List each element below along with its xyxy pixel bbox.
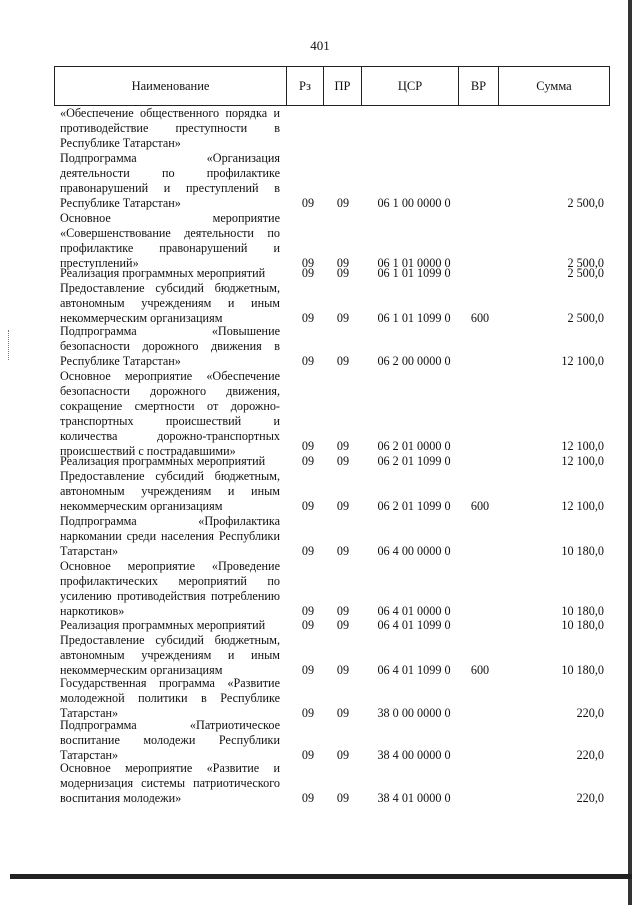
row-name: Основное мероприятие «Развитие и модернизация системы патриотического воспитания молодежи»	[60, 761, 280, 805]
scan-margin-marks	[8, 330, 10, 360]
row-name: Подпрограмма «Организация деятельности по профилактике правонарушений и преступлений в Республике Татарстан»	[60, 151, 280, 210]
row-vr: 600	[470, 311, 490, 325]
row-name: Реализация программных мероприятий	[60, 266, 266, 280]
row-sum: 12 100,0	[561, 499, 604, 513]
row-name: Основное мероприятие «Совершенствование деятельности по профилактике правонарушений и преступлений»	[60, 211, 280, 270]
row-csr: 38 0 00 0000 0	[377, 706, 451, 720]
row-csr: 06 2 01 1099 0	[377, 499, 451, 513]
row-rz: 09	[301, 706, 315, 720]
row-pr: 09	[336, 266, 350, 280]
row-csr: 06 4 00 0000 0	[377, 544, 451, 558]
row-csr: 06 2 01 1099 0	[377, 454, 451, 468]
row-name: Государственная программа «Развитие молодежной политики в Республике Татарстан»	[60, 676, 280, 720]
row-rz: 09	[301, 454, 315, 468]
row-csr: 06 4 01 0000 0	[377, 604, 451, 618]
header-name: Наименование	[55, 67, 287, 105]
row-sum: 2 500,0	[567, 266, 604, 280]
row-vr: 600	[470, 663, 490, 677]
row-name: «Обеспечение общественного порядка и противодействие преступности в Республике Татарстан»	[60, 106, 280, 150]
header-csr: ЦСР	[362, 67, 459, 105]
row-rz: 09	[301, 604, 315, 618]
row-pr: 09	[336, 748, 350, 762]
row-sum: 12 100,0	[561, 454, 604, 468]
header-vr: ВР	[459, 67, 499, 105]
row-name: Подпрограмма «Патриотическое воспитание молодежи Республики Татарстан»	[60, 718, 280, 762]
row-name: Подпрограмма «Профилактика наркомании среди населения Республики Татарстан»	[60, 514, 280, 558]
row-sum: 220,0	[576, 791, 604, 805]
row-name: Основное мероприятие «Обеспечение безопасности дорожного движения, сокращение смертности от дорожно-транспортных происшествий и количества дорожно-транспортных происшествий с пострадавшими»	[60, 369, 280, 458]
row-rz: 09	[301, 663, 315, 677]
row-sum: 12 100,0	[561, 354, 604, 368]
row-rz: 09	[301, 266, 315, 280]
row-csr: 06 4 01 1099 0	[377, 618, 451, 632]
row-pr: 09	[336, 311, 350, 325]
row-pr: 09	[336, 604, 350, 618]
row-sum: 220,0	[576, 706, 604, 720]
row-csr: 38 4 01 0000 0	[377, 791, 451, 805]
table-header	[54, 66, 610, 106]
row-csr: 06 4 01 1099 0	[377, 663, 451, 677]
row-rz: 09	[301, 544, 315, 558]
row-rz: 09	[301, 256, 315, 270]
row-pr: 09	[336, 439, 350, 453]
row-csr: 06 1 01 0000 0	[377, 256, 451, 270]
header-rz: Рз	[287, 67, 324, 105]
row-csr: 06 1 01 1099 0	[377, 266, 451, 280]
header-sum: Сумма	[536, 78, 572, 93]
row-csr: 06 2 00 0000 0	[377, 354, 451, 368]
row-rz: 09	[301, 439, 315, 453]
scan-edge-bottom	[10, 874, 632, 879]
row-vr: 600	[470, 499, 490, 513]
row-csr: 06 1 01 1099 0	[377, 311, 451, 325]
row-sum: 10 180,0	[561, 604, 604, 618]
row-sum: 10 180,0	[561, 663, 604, 677]
row-sum: 220,0	[576, 748, 604, 762]
row-csr: 38 4 00 0000 0	[377, 748, 451, 762]
row-csr: 06 1 00 0000 0	[377, 196, 451, 210]
row-pr: 09	[336, 499, 350, 513]
row-rz: 09	[301, 311, 315, 325]
row-pr: 09	[336, 196, 350, 210]
row-rz: 09	[301, 196, 315, 210]
row-rz: 09	[301, 354, 315, 368]
row-rz: 09	[301, 618, 315, 632]
row-rz: 09	[301, 499, 315, 513]
header-pr: ПР	[324, 67, 362, 105]
row-name: Предоставление субсидий бюджетным, автономным учреждениям и иным некоммерческим организациям	[60, 281, 280, 325]
row-sum: 10 180,0	[561, 618, 604, 632]
row-name: Предоставление субсидий бюджетным, автономным учреждениям и иным некоммерческим организациям	[60, 469, 280, 513]
row-sum: 2 500,0	[567, 196, 604, 210]
row-name: Подпрограмма «Повышение безопасности дорожного движения в Республике Татарстан»	[60, 324, 280, 368]
scan-edge-right	[628, 0, 632, 905]
row-name: Реализация программных мероприятий	[60, 618, 266, 632]
row-name: Основное мероприятие «Проведение профилактических мероприятий по усилению противодействия потреблению наркотиков»	[60, 559, 280, 618]
row-sum: 2 500,0	[567, 311, 604, 325]
row-name: Предоставление субсидий бюджетным, автономным учреждениям и иным некоммерческим организациям	[60, 633, 280, 677]
row-pr: 09	[336, 256, 350, 270]
row-pr: 09	[336, 706, 350, 720]
row-pr: 09	[336, 618, 350, 632]
row-rz: 09	[301, 748, 315, 762]
row-sum: 2 500,0	[567, 256, 604, 270]
row-pr: 09	[336, 354, 350, 368]
row-pr: 09	[336, 791, 350, 805]
row-sum: 12 100,0	[561, 439, 604, 453]
page-number: 401	[310, 38, 330, 53]
row-pr: 09	[336, 544, 350, 558]
row-pr: 09	[336, 663, 350, 677]
row-rz: 09	[301, 791, 315, 805]
row-name: Реализация программных мероприятий	[60, 454, 266, 468]
row-sum: 10 180,0	[561, 544, 604, 558]
row-csr: 06 2 01 0000 0	[377, 439, 451, 453]
row-pr: 09	[336, 454, 350, 468]
